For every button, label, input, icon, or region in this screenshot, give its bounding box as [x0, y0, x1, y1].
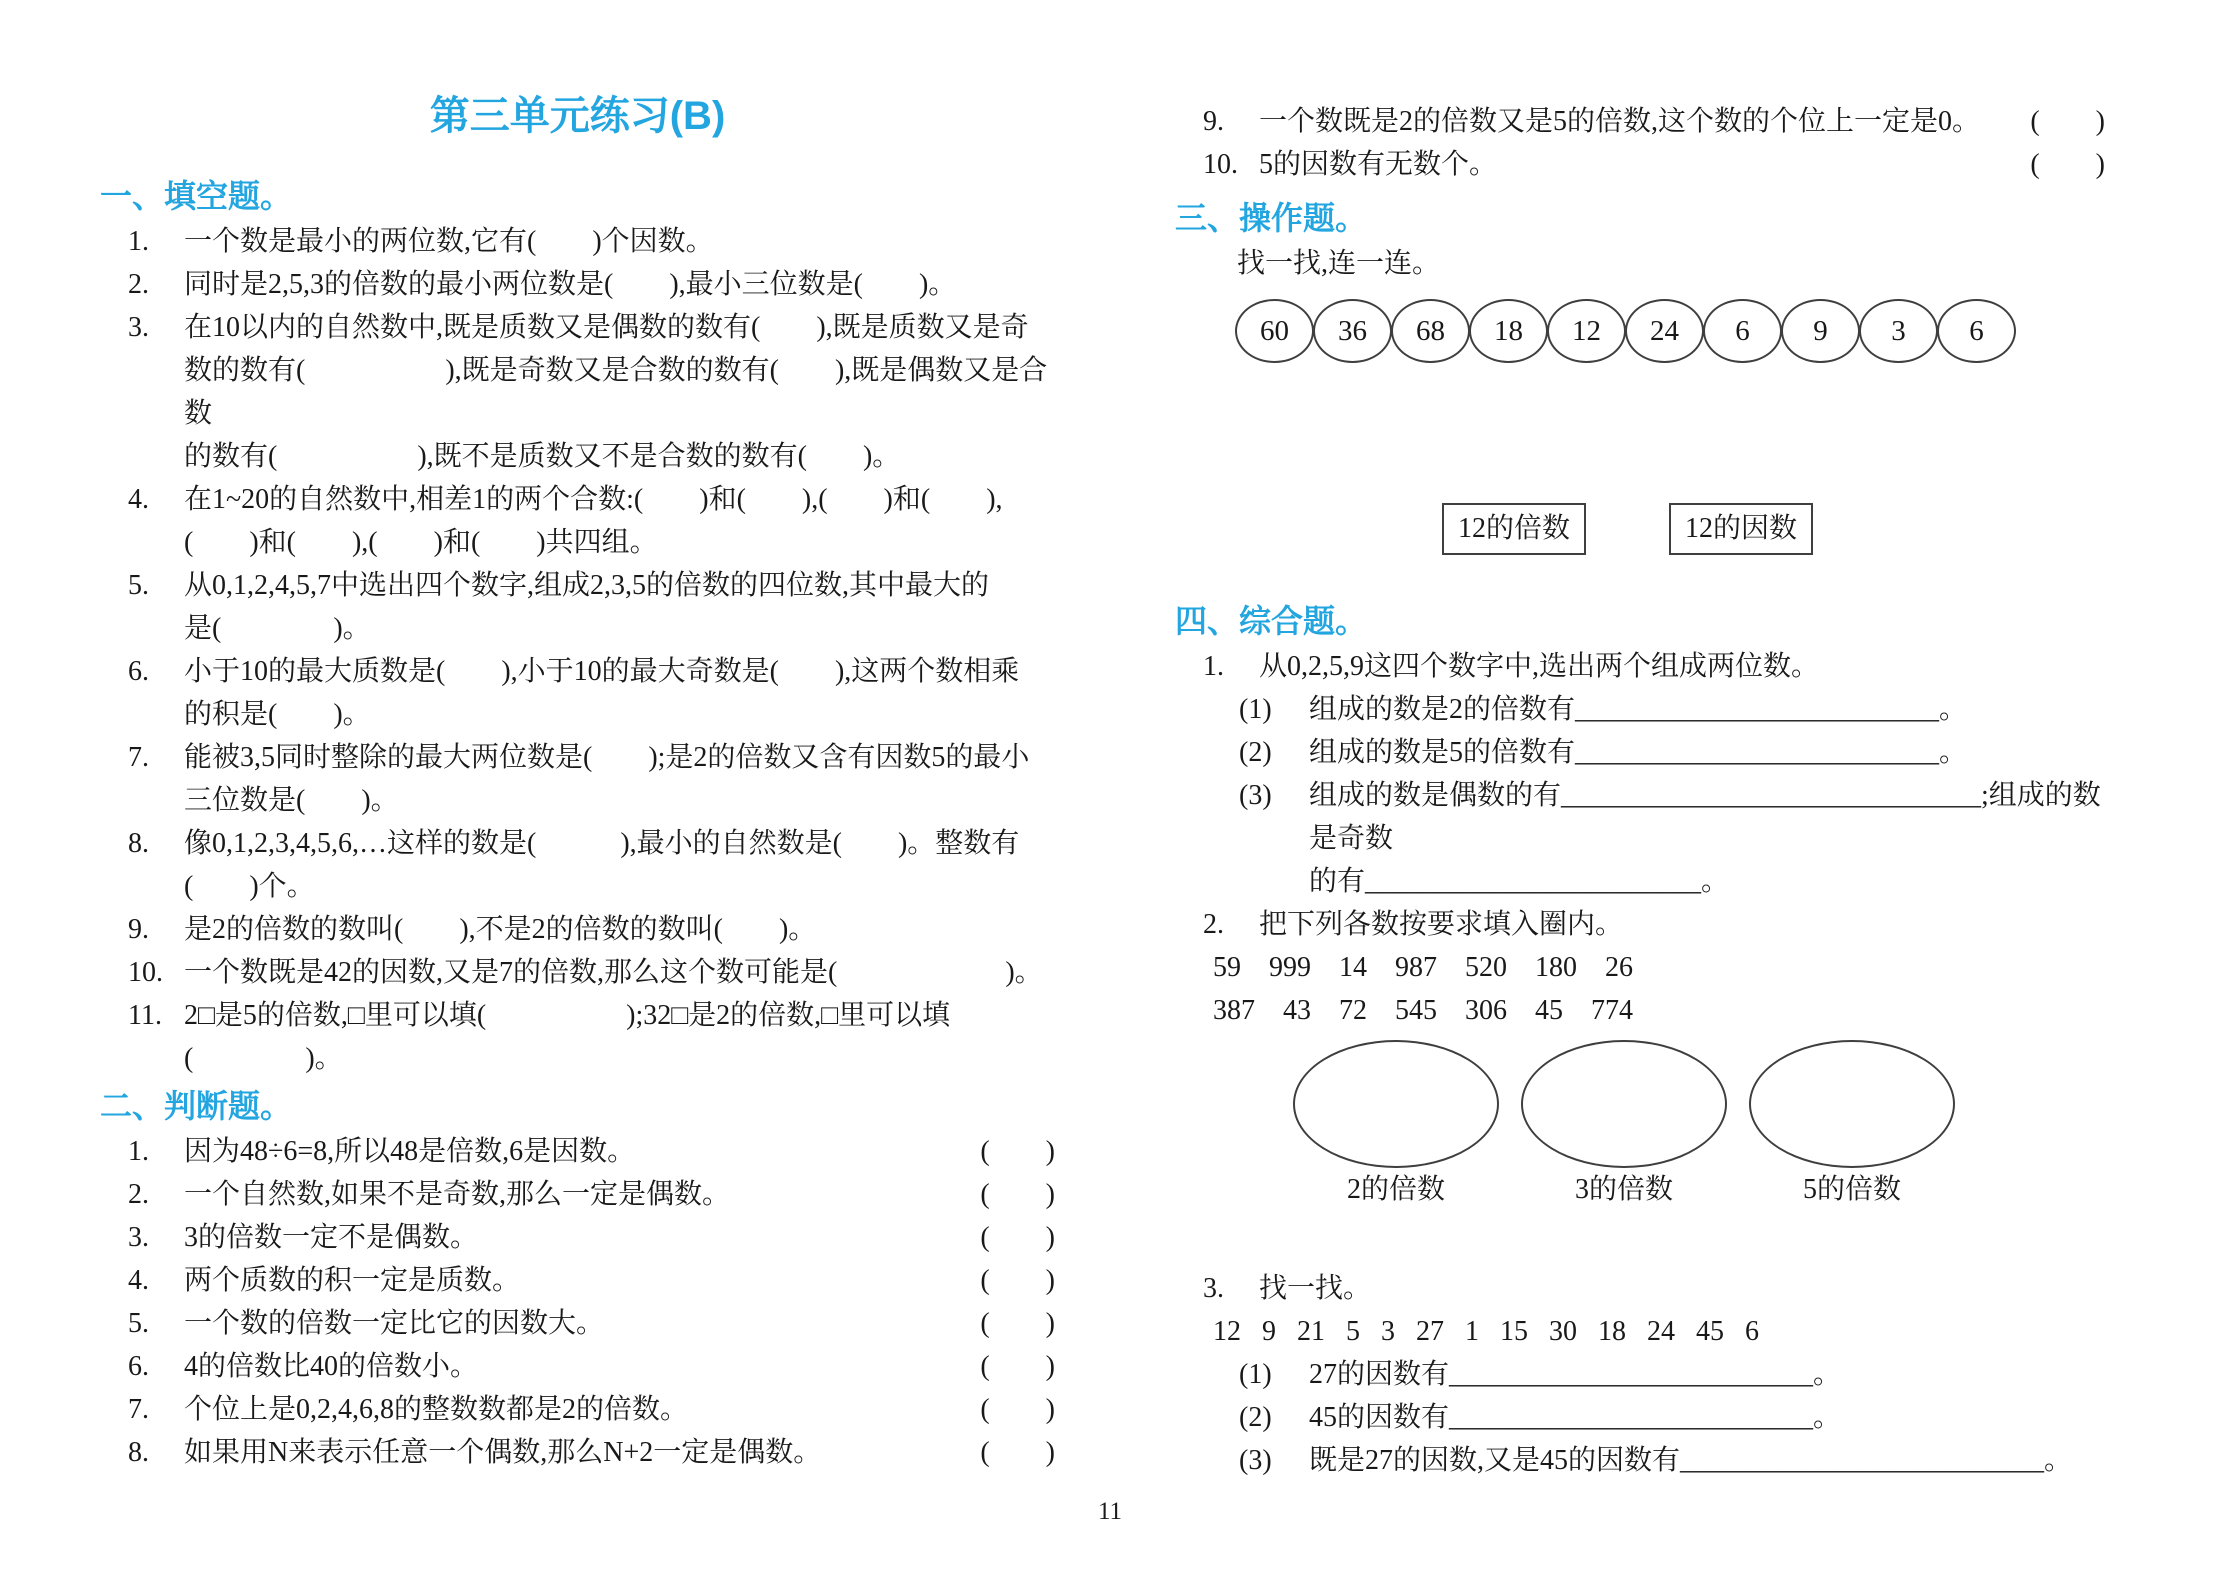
item-number: 7.: [128, 1394, 149, 1425]
circle-label: 5的倍数: [1802, 1174, 1901, 1205]
page-number: 11: [1097, 1498, 1123, 1525]
item-number: 2.: [128, 1179, 149, 1210]
text-line: 一个数既是42的因数,又是7的倍数,那么这个数可能是( )。: [184, 957, 1043, 988]
q3-sub-3: [1175, 1439, 2105, 1482]
item-number: 1.: [1203, 651, 1224, 682]
item-number: 1.: [128, 1136, 149, 1167]
fill-item-1: [100, 220, 1055, 263]
fill-item-4: [100, 478, 1055, 564]
q1-sub-2: [1175, 731, 2105, 774]
judge-item-1: [100, 1130, 1055, 1173]
fill-item-7: [100, 736, 1055, 822]
number-ovals-row: [1235, 299, 2105, 363]
fill-item-8: [100, 822, 1055, 908]
item-number: 3.: [1203, 1273, 1224, 1304]
text-line: 个位上是0,2,4,6,8的整数数都是2的倍数。: [184, 1394, 689, 1425]
text-line: 5的因数有无数个。: [1259, 149, 1498, 180]
item-number: 9.: [128, 914, 149, 945]
answer-bracket: ( ): [980, 1437, 1055, 1468]
item-number: 7.: [128, 742, 149, 773]
text-line: 3的倍数一定不是偶数。: [184, 1222, 479, 1253]
section-heading-fill-blanks: 一、填空题。: [100, 178, 293, 214]
section-heading-operate: 三、操作题。: [1175, 200, 1368, 236]
sub-number: (2): [1239, 1402, 1272, 1433]
operate-instruction: 找一找,连一连。: [1237, 248, 1441, 279]
q3-sub-1: [1175, 1353, 2105, 1396]
sub-number: (3): [1239, 1445, 1272, 1476]
text-line: ( )。: [184, 1043, 343, 1074]
sub-number: (1): [1239, 1359, 1272, 1390]
text-line: 三位数是( )。: [184, 785, 399, 816]
item-number: 1.: [128, 226, 149, 257]
text-line: 两个质数的积一定是质数。: [184, 1265, 521, 1296]
comprehensive-item-1: [1175, 645, 2105, 688]
number-oval: 12: [1547, 299, 1626, 363]
text-line: 一个数的倍数一定比它的因数大。: [184, 1308, 605, 1339]
item-number: 3.: [128, 312, 149, 343]
number-oval: 18: [1469, 299, 1548, 363]
text-line: 一个自然数,如果不是奇数,那么一定是偶数。: [184, 1179, 731, 1210]
judge-item-6: [100, 1345, 1055, 1388]
left-column: [100, 80, 1055, 1474]
sorting-circles: [1293, 1040, 2105, 1168]
multiples-of-5-circle: [1749, 1040, 1955, 1168]
item-number: 2.: [1203, 909, 1224, 940]
item-number: 5.: [128, 1308, 149, 1339]
number-oval: 6: [1937, 299, 2016, 363]
answer-bracket: ( ): [980, 1179, 1055, 1210]
text-line: 45的因数有__________________________。: [1309, 1402, 1842, 1433]
section-heading-comprehensive: 四、综合题。: [1175, 603, 1368, 639]
judge-item-3: [100, 1216, 1055, 1259]
judge-item-10: [1175, 143, 2105, 186]
q2-numbers-row-1: 59 999 14 987 520 180 26: [1213, 952, 1633, 983]
text-line: 能被3,5同时整除的最大两位数是( );是2的倍数又含有因数5的最小: [184, 742, 1030, 773]
text-line: 4的倍数比40的倍数小。: [184, 1351, 479, 1382]
fill-item-11: [100, 994, 1055, 1080]
answer-bracket: ( ): [980, 1222, 1055, 1253]
comprehensive-item-3: [1175, 1267, 2105, 1310]
q1-sub-3: [1175, 774, 2105, 903]
q3-sub-2: [1175, 1396, 2105, 1439]
answer-bracket: ( ): [2030, 106, 2105, 137]
multiples-of-2-circle: [1293, 1040, 1499, 1168]
page-title: 第三单元练习(B): [429, 94, 726, 138]
number-oval: 3: [1859, 299, 1938, 363]
sub-number: (2): [1239, 737, 1272, 768]
text-line: 组成的数是5的倍数有__________________________。: [1309, 737, 1968, 768]
item-number: 2.: [128, 269, 149, 300]
number-oval: 9: [1781, 299, 1860, 363]
judge-item-9: [1175, 100, 2105, 143]
text-line: 的有________________________。: [1309, 866, 1730, 897]
judge-item-2: [100, 1173, 1055, 1216]
fill-item-2: [100, 263, 1055, 306]
section-heading-judge: 二、判断题。: [100, 1088, 293, 1124]
number-oval: 24: [1625, 299, 1704, 363]
item-number: 3.: [128, 1222, 149, 1253]
comprehensive-item-2: [1175, 903, 2105, 946]
text-line: 同时是2,5,3的倍数的最小两位数是( ),最小三位数是( )。: [184, 269, 957, 300]
text-line: 在10以内的自然数中,既是质数又是偶数的数有( ),既是质数又是奇: [184, 312, 1029, 343]
text-line: 的数有( ),既不是质数又不是合数的数有( )。: [184, 441, 901, 472]
sorting-circle-labels: [1293, 1168, 2105, 1211]
item-number: 10.: [128, 957, 163, 988]
sub-number: (3): [1239, 780, 1272, 811]
answer-bracket: ( ): [980, 1351, 1055, 1382]
text-line: 2□是5的倍数,□里可以填( );32□是2的倍数,□里可以填: [184, 1000, 951, 1031]
multiples-of-3-circle: [1521, 1040, 1727, 1168]
fill-item-5: [100, 564, 1055, 650]
fill-item-10: [100, 951, 1055, 994]
text-line: 是2的倍数的数叫( ),不是2的倍数的数叫( )。: [184, 914, 817, 945]
circle-label: 2的倍数: [1346, 1174, 1445, 1205]
text-line: 组成的数是偶数的有______________________________;组成的数是奇数: [1309, 780, 2101, 854]
item-number: 11.: [128, 1000, 162, 1031]
text-line: ( )和( ),( )和( )共四组。: [184, 527, 658, 558]
text-line: 小于10的最大质数是( ),小于10的最大奇数是( ),这两个数相乘: [184, 656, 1020, 687]
item-number: 10.: [1203, 149, 1238, 180]
item-number: 6.: [128, 1351, 149, 1382]
category-box-factors-of-12: 12的因数: [1669, 503, 1813, 555]
answer-bracket: ( ): [980, 1394, 1055, 1425]
text-line: 把下列各数按要求填入圈内。: [1259, 909, 1624, 940]
text-line: 像0,1,2,3,4,5,6,…这样的数是( ),最小的自然数是( )。整数有: [184, 828, 1020, 859]
number-oval: 36: [1313, 299, 1392, 363]
number-oval: 68: [1391, 299, 1470, 363]
item-number: 5.: [128, 570, 149, 601]
text-line: 一个数是最小的两位数,它有( )个因数。: [184, 226, 714, 257]
sub-number: (1): [1239, 694, 1272, 725]
text-line: 在1~20的自然数中,相差1的两个合数:( )和( ),( )和( ),: [184, 484, 1003, 515]
text-line: 既是27的因数,又是45的因数有__________________________。: [1309, 1445, 2073, 1476]
item-number: 8.: [128, 1437, 149, 1468]
judge-item-8: [100, 1431, 1055, 1474]
fill-item-9: [100, 908, 1055, 951]
item-number: 4.: [128, 484, 149, 515]
fill-item-3: [100, 306, 1055, 478]
category-box-multiples-of-12: 12的倍数: [1442, 503, 1586, 555]
category-boxes: [1442, 503, 2105, 555]
judge-item-7: [100, 1388, 1055, 1431]
number-oval: 60: [1235, 299, 1314, 363]
answer-bracket: ( ): [980, 1265, 1055, 1296]
answer-bracket: ( ): [2030, 149, 2105, 180]
item-number: 8.: [128, 828, 149, 859]
text-line: 从0,1,2,4,5,7中选出四个数字,组成2,3,5的倍数的四位数,其中最大的: [184, 570, 990, 601]
text-line: 因为48÷6=8,所以48是倍数,6是因数。: [184, 1136, 636, 1167]
item-number: 6.: [128, 656, 149, 687]
answer-bracket: ( ): [980, 1136, 1055, 1167]
item-number: 9.: [1203, 106, 1224, 137]
text-line: 27的因数有__________________________。: [1309, 1359, 1842, 1390]
text-line: 一个数既是2的倍数又是5的倍数,这个数的个位上一定是0。: [1259, 106, 1981, 137]
circle-label: 3的倍数: [1574, 1174, 1673, 1205]
answer-bracket: ( ): [980, 1308, 1055, 1339]
text-line: 数的数有( ),既是奇数又是合数的数有( ),既是偶数又是合数: [184, 355, 1048, 429]
q3-numbers-row: 12 9 21 5 3 27 1 15 30 18 24 45 6: [1213, 1316, 1759, 1347]
text-line: 找一找。: [1259, 1273, 1372, 1304]
fill-item-6: [100, 650, 1055, 736]
judge-item-5: [100, 1302, 1055, 1345]
q1-sub-1: [1175, 688, 2105, 731]
text-line: ( )个。: [184, 871, 315, 902]
text-line: 是( )。: [184, 613, 371, 644]
right-column: [1175, 100, 2105, 1482]
text-line: 组成的数是2的倍数有__________________________。: [1309, 694, 1968, 725]
text-line: 的积是( )。: [184, 699, 371, 730]
text-line: 如果用N来表示任意一个偶数,那么N+2一定是偶数。: [184, 1437, 822, 1468]
item-number: 4.: [128, 1265, 149, 1296]
number-oval: 6: [1703, 299, 1782, 363]
judge-item-4: [100, 1259, 1055, 1302]
q2-numbers-row-2: 387 43 72 545 306 45 774: [1213, 995, 1633, 1026]
text-line: 从0,2,5,9这四个数字中,选出两个组成两位数。: [1259, 651, 1820, 682]
